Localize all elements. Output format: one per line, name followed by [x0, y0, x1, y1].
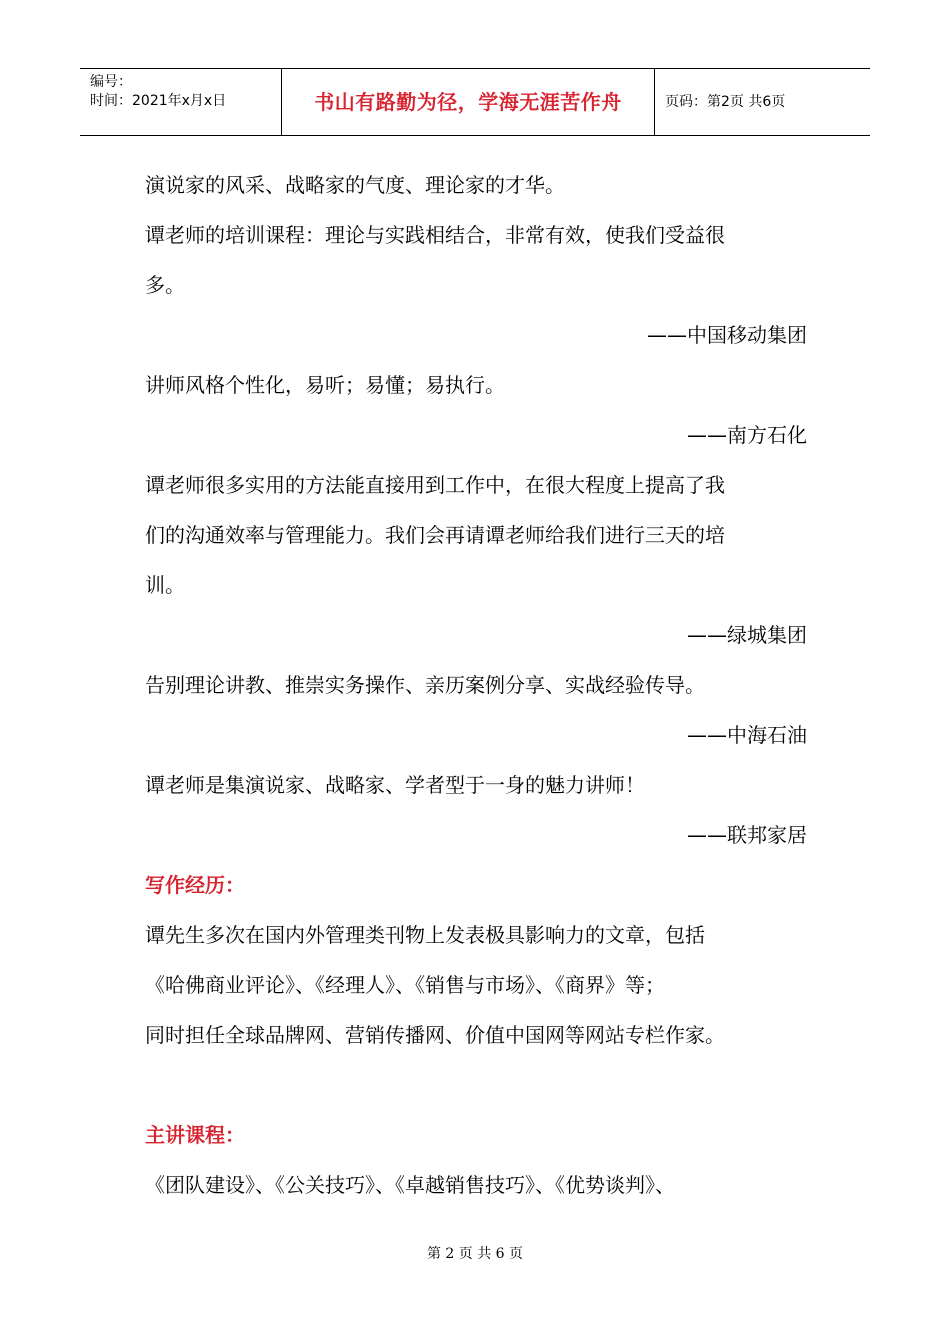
header-page-label: 页码：第2页 共6页 [665, 94, 786, 110]
header-meta [80, 69, 282, 135]
testimonial-source: ——联邦家居 [687, 823, 807, 847]
text-line: 《哈佛商业评论》、《经理人》、《销售与市场》、《商界》等； [145, 973, 665, 997]
page-footer: 第 2 页 共 6 页 [426, 1246, 524, 1262]
text-line: 谭老师很多实用的方法能直接用到工作中，在很大程度上提高了我 [145, 473, 725, 497]
text-line: 讲师风格个性化，易听；易懂；易执行。 [145, 373, 505, 397]
testimonial-source: ——中海石油 [687, 723, 807, 747]
testimonial-source: ——南方石化 [687, 423, 807, 447]
header-motto: 书山有路勤为径，学海无涯苦作舟 [282, 69, 655, 135]
text-line: 们的沟通效率与管理能力。我们会再请谭老师给我们进行三天的培 [145, 523, 725, 547]
text-line: 《团队建设》、《公关技巧》、《卓越销售技巧》、《优势谈判》、 [145, 1173, 675, 1197]
text-line: 演说家的风采、战略家的气度、理论家的才华。 [145, 173, 565, 197]
testimonial-source: ——中国移动集团 [647, 323, 807, 347]
section-heading-writing: 写作经历： [145, 873, 245, 897]
text-line: 告别理论讲教、推崇实务操作、亲历案例分享、实战经验传导。 [145, 673, 705, 697]
text-line: 训。 [145, 573, 185, 597]
text-line: 多。 [145, 273, 185, 297]
document-body [145, 160, 807, 1210]
testimonial-source: ——绿城集团 [687, 623, 807, 647]
text-line: 同时担任全球品牌网、营销传播网、价值中国网等网站专栏作家。 [145, 1023, 725, 1047]
doc-date-label: 时间：2021年x月x日 [90, 93, 227, 109]
text-line: 谭先生多次在国内外管理类刊物上发表极具影响力的文章，包括 [145, 923, 705, 947]
doc-number-label: 编号： [90, 74, 132, 90]
page-header [80, 68, 870, 136]
text-line: 谭老师的培训课程：理论与实践相结合，非常有效，使我们受益很 [145, 223, 725, 247]
text-line: 谭老师是集演说家、战略家、学者型于一身的魅力讲师！ [145, 773, 645, 797]
spacer [145, 1060, 807, 1110]
section-heading-courses: 主讲课程： [145, 1123, 245, 1147]
